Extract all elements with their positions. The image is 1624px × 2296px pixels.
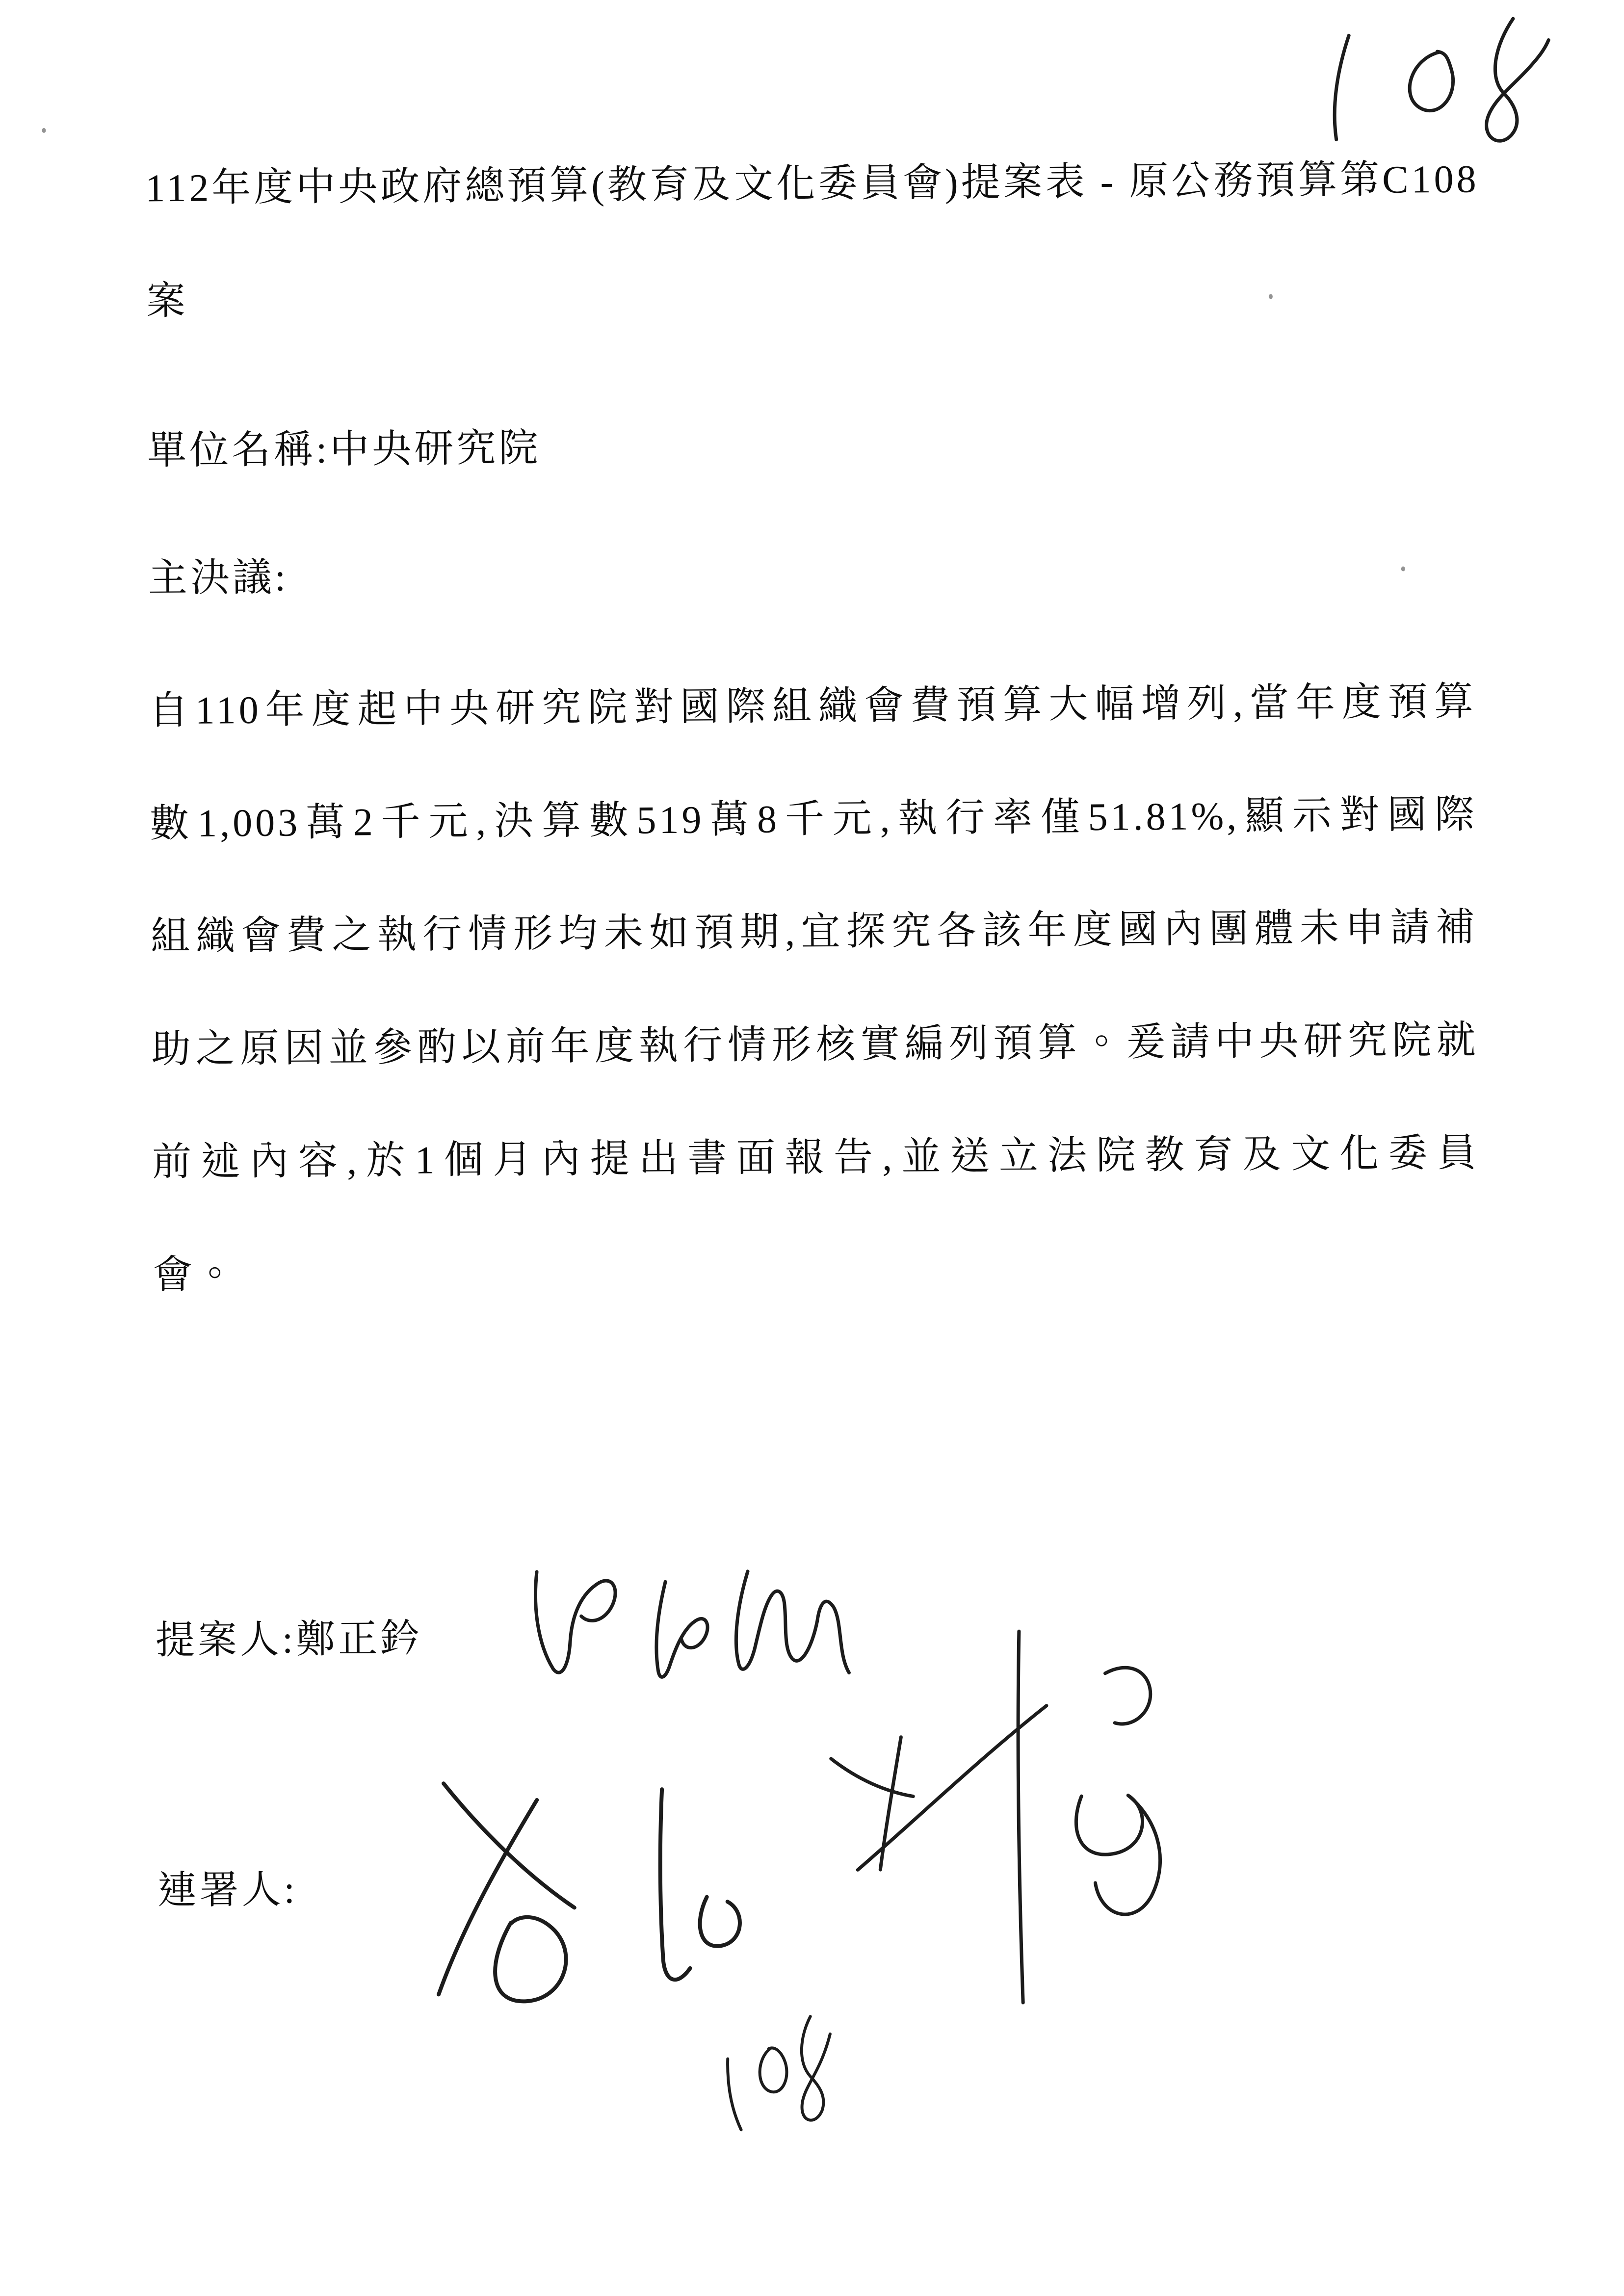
proposer-line xyxy=(156,1619,423,1661)
body-line: 前述內容,於1個月內提出書面報告,並送立法院教育及文化委員 xyxy=(152,1131,1480,1184)
proposer-name: 鄭正鈐 xyxy=(295,1617,423,1662)
title-line-2: 案 xyxy=(146,279,189,323)
document-title xyxy=(145,123,1479,358)
unit-name-line: 單位名稱:中央研究院 xyxy=(147,426,541,473)
cosigner-label: 連署人: xyxy=(157,1868,298,1913)
body-line: 數1,003萬2千元,決算數519萬8千元,執行率僅51.81%,顯示對國際 xyxy=(150,793,1477,846)
body-line: 會。 xyxy=(153,1253,238,1297)
cosigner-signature-2-handwriting xyxy=(784,1626,1237,2016)
body-line: 助之原因並參酌以前年度執行情形核實編列預算。爰請中央研究院就 xyxy=(151,1018,1479,1071)
proposer-label: 提案人: xyxy=(155,1618,296,1663)
resolution-heading: 主決議: xyxy=(148,556,289,600)
handwritten-page-number-bottom xyxy=(696,2004,857,2152)
body-line: 組織會費之執行情形均未如預期,宜探究各該年度國內團體未申請補 xyxy=(150,906,1478,959)
cosigner-signature-1-handwriting xyxy=(363,1752,777,2039)
scan-speck xyxy=(1401,567,1405,572)
title-line-1: 112年度中央政府總預算(教育及文化委員會)提案表 - 原公務預算第C108 xyxy=(145,157,1479,210)
scan-speck xyxy=(42,128,46,133)
body-line: 自110年度起中央研究院對國際組織會費預算大幅增列,當年度預算 xyxy=(149,680,1476,733)
scan-speck xyxy=(1269,294,1273,299)
resolution-body xyxy=(149,646,1481,1332)
